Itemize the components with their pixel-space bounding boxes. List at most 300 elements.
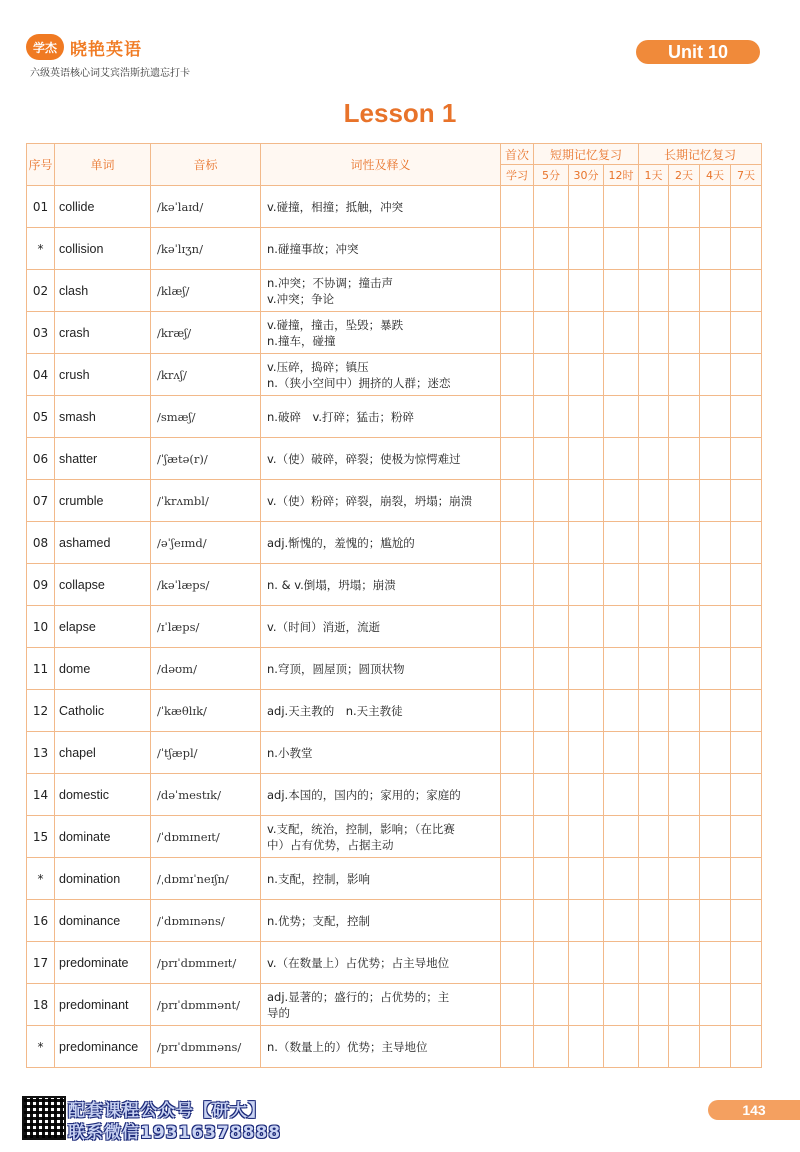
- review-checkbox-cell[interactable]: [534, 900, 569, 942]
- review-checkbox-cell[interactable]: [501, 270, 534, 312]
- review-checkbox-cell[interactable]: [534, 606, 569, 648]
- review-checkbox-cell[interactable]: [569, 270, 604, 312]
- header-first: 首次: [501, 144, 534, 165]
- row-phonetic: /kəˈlɪʒn/: [151, 228, 261, 270]
- review-checkbox-cell[interactable]: [569, 480, 604, 522]
- review-checkbox-cell[interactable]: [604, 522, 639, 564]
- review-checkbox-cell[interactable]: [669, 858, 700, 900]
- row-definition: [261, 774, 501, 816]
- row-phonetic: /ˈdɒmɪneɪt/: [151, 816, 261, 858]
- row-phonetic: /kəˈlaɪd/: [151, 186, 261, 228]
- review-checkbox-cell[interactable]: [669, 606, 700, 648]
- review-checkbox-cell[interactable]: [604, 774, 639, 816]
- review-checkbox-cell[interactable]: [501, 774, 534, 816]
- definition-line: n.优势；支配，控制: [267, 913, 370, 928]
- review-checkbox-cell[interactable]: [569, 858, 604, 900]
- review-checkbox-cell[interactable]: [731, 270, 762, 312]
- row-word: chapel: [55, 732, 151, 774]
- review-checkbox-cell[interactable]: [700, 228, 731, 270]
- review-checkbox-cell[interactable]: [639, 438, 669, 480]
- row-number: 06: [27, 438, 55, 480]
- review-checkbox-cell[interactable]: [731, 732, 762, 774]
- row-word: dominance: [55, 900, 151, 942]
- definition-line: v.支配，统治，控制，影响；（在比赛: [267, 821, 455, 836]
- review-checkbox-cell[interactable]: [639, 732, 669, 774]
- row-phonetic: /ˈkrʌmbl/: [151, 480, 261, 522]
- review-checkbox-cell[interactable]: [639, 564, 669, 606]
- review-checkbox-cell[interactable]: [501, 900, 534, 942]
- review-checkbox-cell[interactable]: [731, 984, 762, 1026]
- definition-line: v.（使）粉碎；碎裂，崩裂，坍塌；崩溃: [267, 493, 473, 508]
- review-checkbox-cell[interactable]: [731, 858, 762, 900]
- row-phonetic: /kræʃ/: [151, 312, 261, 354]
- review-checkbox-cell[interactable]: [569, 690, 604, 732]
- table-row: [27, 900, 762, 942]
- table-body: [27, 186, 762, 1068]
- row-word: elapse: [55, 606, 151, 648]
- row-phonetic: /ˈʃætə(r)/: [151, 438, 261, 480]
- review-checkbox-cell[interactable]: [700, 984, 731, 1026]
- table-row: [27, 480, 762, 522]
- review-checkbox-cell[interactable]: [534, 984, 569, 1026]
- row-definition: [261, 396, 501, 438]
- review-checkbox-cell[interactable]: [731, 648, 762, 690]
- row-number: 13: [27, 732, 55, 774]
- row-number: 03: [27, 312, 55, 354]
- review-checkbox-cell[interactable]: [534, 732, 569, 774]
- row-number: *: [27, 1026, 55, 1068]
- row-definition: [261, 900, 501, 942]
- row-definition: [261, 690, 501, 732]
- table-header: [27, 144, 762, 186]
- definition-line: n.撞车，碰撞: [267, 333, 336, 348]
- row-phonetic: /krʌʃ/: [151, 354, 261, 396]
- review-checkbox-cell[interactable]: [639, 900, 669, 942]
- review-checkbox-cell[interactable]: [534, 396, 569, 438]
- review-checkbox-cell[interactable]: [639, 816, 669, 858]
- review-checkbox-cell[interactable]: [639, 1026, 669, 1068]
- row-word: crumble: [55, 480, 151, 522]
- review-checkbox-cell[interactable]: [569, 732, 604, 774]
- review-checkbox-cell[interactable]: [604, 480, 639, 522]
- row-word: dome: [55, 648, 151, 690]
- review-checkbox-cell[interactable]: [639, 480, 669, 522]
- review-checkbox-cell[interactable]: [604, 606, 639, 648]
- review-checkbox-cell[interactable]: [731, 312, 762, 354]
- review-checkbox-cell[interactable]: [639, 312, 669, 354]
- review-checkbox-cell[interactable]: [501, 942, 534, 984]
- review-checkbox-cell[interactable]: [604, 270, 639, 312]
- row-word: dominate: [55, 816, 151, 858]
- row-word: predominate: [55, 942, 151, 984]
- row-word: domestic: [55, 774, 151, 816]
- row-definition: [261, 564, 501, 606]
- row-number: 01: [27, 186, 55, 228]
- row-word: crush: [55, 354, 151, 396]
- header-interval: 2天: [669, 165, 700, 186]
- brand-name: 晓艳英语: [70, 39, 142, 60]
- row-phonetic: /smæʃ/: [151, 396, 261, 438]
- review-checkbox-cell[interactable]: [569, 1026, 604, 1068]
- review-checkbox-cell[interactable]: [669, 816, 700, 858]
- review-checkbox-cell[interactable]: [534, 690, 569, 732]
- row-word: collapse: [55, 564, 151, 606]
- review-checkbox-cell[interactable]: [669, 900, 700, 942]
- row-phonetic: /klæʃ/: [151, 270, 261, 312]
- review-checkbox-cell[interactable]: [604, 732, 639, 774]
- row-number: 18: [27, 984, 55, 1026]
- row-number: 12: [27, 690, 55, 732]
- brand-logo: [26, 34, 142, 60]
- header-interval: 12时: [604, 165, 639, 186]
- promo-line-2: 联系微信19316378888: [68, 1123, 282, 1143]
- table-row: [27, 186, 762, 228]
- review-checkbox-cell[interactable]: [700, 312, 731, 354]
- review-checkbox-cell[interactable]: [534, 522, 569, 564]
- review-checkbox-cell[interactable]: [569, 564, 604, 606]
- review-checkbox-cell[interactable]: [700, 480, 731, 522]
- table-row: [27, 816, 762, 858]
- review-checkbox-cell[interactable]: [501, 1026, 534, 1068]
- review-checkbox-cell[interactable]: [569, 396, 604, 438]
- review-checkbox-cell[interactable]: [604, 186, 639, 228]
- review-checkbox-cell[interactable]: [731, 816, 762, 858]
- row-definition: [261, 732, 501, 774]
- review-checkbox-cell[interactable]: [669, 312, 700, 354]
- review-checkbox-cell[interactable]: [669, 942, 700, 984]
- review-checkbox-cell[interactable]: [534, 270, 569, 312]
- review-checkbox-cell[interactable]: [569, 774, 604, 816]
- table-row: [27, 522, 762, 564]
- table-row: [27, 648, 762, 690]
- review-checkbox-cell[interactable]: [569, 606, 604, 648]
- review-checkbox-cell[interactable]: [569, 942, 604, 984]
- review-checkbox-cell[interactable]: [501, 354, 534, 396]
- review-checkbox-cell[interactable]: [604, 648, 639, 690]
- definition-line: n.碰撞事故；冲突: [267, 241, 359, 256]
- row-word: collide: [55, 186, 151, 228]
- review-checkbox-cell[interactable]: [501, 690, 534, 732]
- row-phonetic: /kəˈlæps/: [151, 564, 261, 606]
- review-checkbox-cell[interactable]: [639, 984, 669, 1026]
- definition-line: v.碰撞，撞击，坠毁；暴跌: [267, 317, 404, 332]
- row-word: crash: [55, 312, 151, 354]
- row-phonetic: /ˈdɒmɪnəns/: [151, 900, 261, 942]
- qr-code-icon[interactable]: [22, 1096, 66, 1140]
- review-checkbox-cell[interactable]: [501, 186, 534, 228]
- definition-line: n.小教堂: [267, 745, 313, 760]
- review-checkbox-cell[interactable]: [534, 480, 569, 522]
- row-definition: [261, 354, 501, 396]
- review-checkbox-cell[interactable]: [569, 312, 604, 354]
- definition-line: 中）占有优势，占据主动: [267, 837, 394, 852]
- header-word: 单词: [55, 144, 151, 186]
- review-checkbox-cell[interactable]: [604, 396, 639, 438]
- row-definition: [261, 942, 501, 984]
- review-checkbox-cell[interactable]: [700, 438, 731, 480]
- review-checkbox-cell[interactable]: [534, 228, 569, 270]
- row-word: predominant: [55, 984, 151, 1026]
- review-checkbox-cell[interactable]: [501, 648, 534, 690]
- definition-line: n.（狭小空间中）拥挤的人群；迷恋: [267, 375, 451, 390]
- review-checkbox-cell[interactable]: [731, 354, 762, 396]
- definition-line: n.破碎 v.打碎；猛击；粉碎: [267, 409, 415, 424]
- review-checkbox-cell[interactable]: [731, 396, 762, 438]
- header-short-term: 短期记忆复习: [534, 144, 639, 165]
- header-first-sub: 学习: [501, 165, 534, 186]
- table-row: [27, 312, 762, 354]
- row-number: 05: [27, 396, 55, 438]
- row-word: clash: [55, 270, 151, 312]
- review-checkbox-cell[interactable]: [604, 438, 639, 480]
- page-footer: [0, 1090, 800, 1152]
- row-phonetic: /ˈkæθlɪk/: [151, 690, 261, 732]
- definition-line: adj.显著的；盛行的；占优势的；主: [267, 989, 450, 1004]
- row-word: predominance: [55, 1026, 151, 1068]
- review-checkbox-cell[interactable]: [569, 522, 604, 564]
- review-checkbox-cell[interactable]: [569, 438, 604, 480]
- table-row: [27, 396, 762, 438]
- review-checkbox-cell[interactable]: [501, 228, 534, 270]
- review-checkbox-cell[interactable]: [534, 816, 569, 858]
- definition-line: n.穹顶，圆屋顶；圆顶状物: [267, 661, 405, 676]
- row-phonetic: /ˌdɒmɪˈneɪʃn/: [151, 858, 261, 900]
- review-checkbox-cell[interactable]: [700, 942, 731, 984]
- table-row: [27, 732, 762, 774]
- header-phonetic: 音标: [151, 144, 261, 186]
- review-checkbox-cell[interactable]: [731, 606, 762, 648]
- review-checkbox-cell[interactable]: [639, 354, 669, 396]
- review-checkbox-cell[interactable]: [731, 942, 762, 984]
- row-definition: [261, 438, 501, 480]
- logo-badge: 学杰: [26, 34, 64, 60]
- review-checkbox-cell[interactable]: [669, 354, 700, 396]
- row-definition: [261, 1026, 501, 1068]
- definition-line: adj.天主教的 n.天主教徒: [267, 703, 403, 718]
- review-checkbox-cell[interactable]: [700, 648, 731, 690]
- row-word: collision: [55, 228, 151, 270]
- row-number: 07: [27, 480, 55, 522]
- table-row: [27, 858, 762, 900]
- review-checkbox-cell[interactable]: [534, 1026, 569, 1068]
- review-checkbox-cell[interactable]: [669, 186, 700, 228]
- review-checkbox-cell[interactable]: [639, 522, 669, 564]
- header-interval: 5分: [534, 165, 569, 186]
- review-checkbox-cell[interactable]: [639, 858, 669, 900]
- lesson-title: Lesson 1: [343, 98, 457, 128]
- row-definition: [261, 648, 501, 690]
- header-long-term: 长期记忆复习: [639, 144, 762, 165]
- review-checkbox-cell[interactable]: [501, 396, 534, 438]
- review-checkbox-cell[interactable]: [501, 564, 534, 606]
- review-checkbox-cell[interactable]: [731, 228, 762, 270]
- review-checkbox-cell[interactable]: [604, 228, 639, 270]
- review-checkbox-cell[interactable]: [700, 774, 731, 816]
- row-definition: [261, 858, 501, 900]
- table-row: [27, 564, 762, 606]
- review-checkbox-cell[interactable]: [700, 354, 731, 396]
- review-checkbox-cell[interactable]: [700, 858, 731, 900]
- definition-line: n.冲突；不协调；撞击声: [267, 275, 393, 290]
- definition-line: 导的: [267, 1005, 290, 1020]
- review-checkbox-cell[interactable]: [534, 564, 569, 606]
- review-checkbox-cell[interactable]: [604, 858, 639, 900]
- review-checkbox-cell[interactable]: [534, 186, 569, 228]
- definition-line: adj.本国的，国内的；家用的；家庭的: [267, 787, 461, 802]
- row-definition: [261, 522, 501, 564]
- row-definition: [261, 186, 501, 228]
- review-checkbox-cell[interactable]: [700, 270, 731, 312]
- table-row: [27, 270, 762, 312]
- review-checkbox-cell[interactable]: [501, 816, 534, 858]
- review-checkbox-cell[interactable]: [669, 396, 700, 438]
- review-checkbox-cell[interactable]: [501, 984, 534, 1026]
- review-checkbox-cell[interactable]: [669, 522, 700, 564]
- review-checkbox-cell[interactable]: [534, 858, 569, 900]
- row-number: 02: [27, 270, 55, 312]
- review-checkbox-cell[interactable]: [639, 396, 669, 438]
- review-checkbox-cell[interactable]: [501, 480, 534, 522]
- review-checkbox-cell[interactable]: [731, 1026, 762, 1068]
- review-checkbox-cell[interactable]: [569, 816, 604, 858]
- review-checkbox-cell[interactable]: [700, 522, 731, 564]
- definition-line: n.（数量上的）优势；主导地位: [267, 1039, 428, 1054]
- table-row: [27, 984, 762, 1026]
- review-checkbox-cell[interactable]: [700, 606, 731, 648]
- review-checkbox-cell[interactable]: [534, 774, 569, 816]
- row-definition: [261, 816, 501, 858]
- unit-badge: Unit 10: [636, 40, 760, 64]
- review-checkbox-cell[interactable]: [501, 606, 534, 648]
- review-checkbox-cell[interactable]: [731, 480, 762, 522]
- review-checkbox-cell[interactable]: [569, 648, 604, 690]
- row-number: 09: [27, 564, 55, 606]
- definition-line: n. & v.倒塌，坍塌；崩溃: [267, 577, 396, 592]
- review-checkbox-cell[interactable]: [501, 732, 534, 774]
- review-checkbox-cell[interactable]: [501, 438, 534, 480]
- review-checkbox-cell[interactable]: [669, 270, 700, 312]
- review-checkbox-cell[interactable]: [604, 816, 639, 858]
- review-checkbox-cell[interactable]: [639, 186, 669, 228]
- review-checkbox-cell[interactable]: [669, 1026, 700, 1068]
- table-row: [27, 354, 762, 396]
- review-checkbox-cell[interactable]: [731, 186, 762, 228]
- review-checkbox-cell[interactable]: [669, 648, 700, 690]
- review-checkbox-cell[interactable]: [700, 690, 731, 732]
- review-checkbox-cell[interactable]: [569, 354, 604, 396]
- review-checkbox-cell[interactable]: [534, 354, 569, 396]
- header-interval: 7天: [731, 165, 762, 186]
- review-checkbox-cell[interactable]: [639, 774, 669, 816]
- definition-line: v.（在数量上）占优势；占主导地位: [267, 955, 450, 970]
- review-checkbox-cell[interactable]: [604, 564, 639, 606]
- row-phonetic: /əˈʃeɪmd/: [151, 522, 261, 564]
- row-number: *: [27, 228, 55, 270]
- review-checkbox-cell[interactable]: [639, 648, 669, 690]
- row-phonetic: /dəʊm/: [151, 648, 261, 690]
- review-checkbox-cell[interactable]: [669, 984, 700, 1026]
- header-num: 序号: [27, 144, 55, 186]
- review-checkbox-cell[interactable]: [534, 648, 569, 690]
- row-phonetic: /dəˈmestɪk/: [151, 774, 261, 816]
- review-checkbox-cell[interactable]: [604, 354, 639, 396]
- page-header: [0, 0, 800, 90]
- review-checkbox-cell[interactable]: [700, 186, 731, 228]
- review-checkbox-cell[interactable]: [669, 228, 700, 270]
- review-checkbox-cell[interactable]: [569, 186, 604, 228]
- review-checkbox-cell[interactable]: [639, 942, 669, 984]
- table-row: [27, 606, 762, 648]
- row-definition: [261, 480, 501, 522]
- definition-line: v.冲突；争论: [267, 291, 335, 306]
- review-checkbox-cell[interactable]: [569, 228, 604, 270]
- review-checkbox-cell[interactable]: [669, 438, 700, 480]
- row-word: domination: [55, 858, 151, 900]
- review-checkbox-cell[interactable]: [569, 984, 604, 1026]
- review-checkbox-cell[interactable]: [669, 732, 700, 774]
- review-checkbox-cell[interactable]: [731, 522, 762, 564]
- review-checkbox-cell[interactable]: [501, 858, 534, 900]
- review-checkbox-cell[interactable]: [669, 774, 700, 816]
- review-checkbox-cell[interactable]: [534, 438, 569, 480]
- review-checkbox-cell[interactable]: [731, 774, 762, 816]
- review-checkbox-cell[interactable]: [669, 564, 700, 606]
- row-word: Catholic: [55, 690, 151, 732]
- review-checkbox-cell[interactable]: [604, 984, 639, 1026]
- review-checkbox-cell[interactable]: [534, 942, 569, 984]
- row-number: 04: [27, 354, 55, 396]
- review-checkbox-cell[interactable]: [731, 900, 762, 942]
- review-checkbox-cell[interactable]: [604, 1026, 639, 1068]
- table-row: [27, 228, 762, 270]
- review-checkbox-cell[interactable]: [700, 900, 731, 942]
- definition-line: v.碰撞，相撞；抵触，冲突: [267, 199, 404, 214]
- review-checkbox-cell[interactable]: [700, 816, 731, 858]
- review-checkbox-cell[interactable]: [604, 312, 639, 354]
- review-checkbox-cell[interactable]: [501, 522, 534, 564]
- review-checkbox-cell[interactable]: [604, 942, 639, 984]
- review-checkbox-cell[interactable]: [700, 1026, 731, 1068]
- header-interval: 1天: [639, 165, 669, 186]
- review-checkbox-cell[interactable]: [731, 564, 762, 606]
- table-row: [27, 774, 762, 816]
- review-checkbox-cell[interactable]: [731, 690, 762, 732]
- review-checkbox-cell[interactable]: [639, 606, 669, 648]
- review-checkbox-cell[interactable]: [501, 312, 534, 354]
- review-checkbox-cell[interactable]: [700, 396, 731, 438]
- review-checkbox-cell[interactable]: [639, 690, 669, 732]
- row-definition: [261, 228, 501, 270]
- review-checkbox-cell[interactable]: [700, 564, 731, 606]
- review-checkbox-cell[interactable]: [534, 312, 569, 354]
- row-number: 11: [27, 648, 55, 690]
- definition-line: n.支配，控制，影响: [267, 871, 370, 886]
- row-phonetic: /prɪˈdɒmɪneɪt/: [151, 942, 261, 984]
- review-checkbox-cell[interactable]: [604, 690, 639, 732]
- row-word: shatter: [55, 438, 151, 480]
- review-checkbox-cell[interactable]: [604, 900, 639, 942]
- row-number: 15: [27, 816, 55, 858]
- definition-line: adj.惭愧的，羞愧的；尴尬的: [267, 535, 415, 550]
- review-checkbox-cell[interactable]: [639, 270, 669, 312]
- row-word: smash: [55, 396, 151, 438]
- review-checkbox-cell[interactable]: [569, 900, 604, 942]
- review-checkbox-cell[interactable]: [669, 690, 700, 732]
- review-checkbox-cell[interactable]: [639, 228, 669, 270]
- review-checkbox-cell[interactable]: [731, 438, 762, 480]
- review-checkbox-cell[interactable]: [669, 480, 700, 522]
- review-checkbox-cell[interactable]: [700, 732, 731, 774]
